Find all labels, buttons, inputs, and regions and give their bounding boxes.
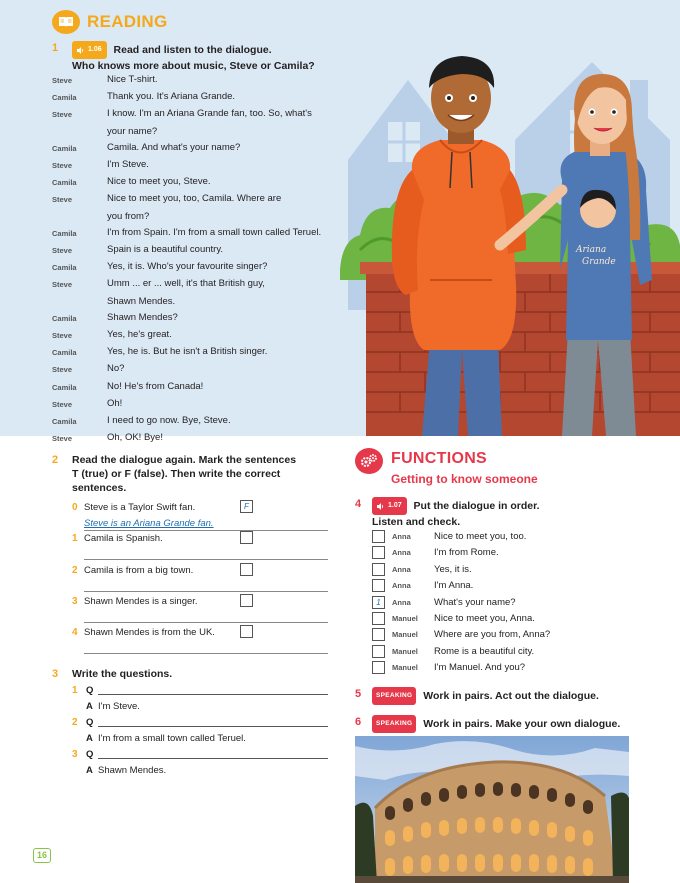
speaker-icon <box>377 503 385 510</box>
item-sentence: Steve is a Taylor Swift fan. <box>84 502 196 513</box>
dialogue-line: I'm from Spain. I'm from a small town called Teruel. <box>107 226 322 238</box>
speaking-badge: SPEAKING <box>372 715 416 733</box>
task-5-text: Work in pairs. Act out the dialogue. <box>423 689 599 702</box>
task-1-instruction <box>72 41 342 73</box>
dialogue-row <box>52 361 342 378</box>
task-4-number: 4 <box>355 498 362 510</box>
dialogue-speaker: Steve <box>52 280 73 290</box>
task-5-instruction <box>372 687 642 705</box>
dialogue-row <box>52 209 342 225</box>
gears-icon <box>355 448 383 474</box>
order-speaker: Manuel <box>392 647 418 656</box>
order-row <box>372 546 499 559</box>
exercise-2 <box>52 453 332 663</box>
order-speaker: Anna <box>392 598 411 607</box>
dialogue-speaker: Steve <box>52 246 73 256</box>
dialogue-row <box>52 106 342 123</box>
question-item <box>72 685 332 715</box>
order-number-box[interactable] <box>372 546 385 559</box>
dialogue-line: Umm ... er ... well, it's that British guy, <box>107 278 265 290</box>
dialogue-line: Nice T-shirt. <box>107 74 158 85</box>
dialogue-row <box>52 396 342 413</box>
corrected-sentence: Steve is an Ariana Grande fan. <box>84 518 214 529</box>
dialogue-speaker: Camila <box>52 228 77 238</box>
item-sentence: Camila is Spanish. <box>84 533 163 544</box>
order-number-box[interactable] <box>372 530 385 543</box>
dialogue-line: Shawn Mendes? <box>107 311 178 323</box>
dialogue-row <box>52 276 342 293</box>
question-label: Q <box>86 685 94 696</box>
order-line: Rome is a beautiful city. <box>434 646 535 657</box>
item-number: 0 <box>72 502 78 513</box>
true-false-checkbox[interactable] <box>240 594 253 607</box>
answer-line[interactable] <box>84 559 328 560</box>
order-number-box[interactable] <box>372 645 385 658</box>
dialogue-speaker <box>52 294 107 310</box>
exercise-2-instruction <box>72 453 322 495</box>
dialogue-row <box>52 124 342 140</box>
answer-line[interactable] <box>84 622 328 623</box>
dialogue-line: Spain is a beautiful country. <box>107 244 224 256</box>
order-row <box>372 563 472 576</box>
dialogue-speaker: Steve <box>52 161 73 171</box>
task-1-number: 1 <box>52 42 59 54</box>
order-line: Yes, it is. <box>434 564 472 575</box>
order-row <box>372 661 525 674</box>
dialogue-row <box>52 259 342 276</box>
functions-subtitle: Getting to know someone <box>391 472 538 486</box>
true-false-checkbox[interactable] <box>240 625 253 638</box>
dialogue-speaker: Steve <box>52 399 73 409</box>
dialogue-speaker: Camila <box>52 348 77 358</box>
dialogue-row <box>52 294 342 310</box>
dialogue-line: I'm Steve. <box>107 159 149 171</box>
dialogue-row <box>52 89 342 106</box>
order-row <box>372 596 516 609</box>
dialogue-speaker: Steve <box>52 434 73 444</box>
answer-line[interactable] <box>84 653 328 654</box>
order-row <box>372 612 535 625</box>
dialogue-row <box>52 310 342 327</box>
exercise-2-number: 2 <box>52 454 59 466</box>
item-sentence: Shawn Mendes is from the UK. <box>84 627 215 638</box>
question-number: 3 <box>72 749 78 760</box>
dialogue-speaker: Steve <box>52 331 73 341</box>
item-number: 4 <box>72 627 78 638</box>
question-label: Q <box>86 749 94 760</box>
reading-header <box>52 10 168 34</box>
order-speaker: Anna <box>392 548 411 557</box>
dialogue-line: Thank you. It's Ariana Grande. <box>107 91 236 103</box>
question-number: 1 <box>72 685 78 696</box>
question-number: 2 <box>72 717 78 728</box>
dialogue-row <box>52 242 342 259</box>
dialogue-speaker: Steve <box>52 195 73 205</box>
dialogue-line: Yes, it is. Who's your favourite singer? <box>107 261 268 273</box>
order-row <box>372 645 534 658</box>
tshirt-text-2: Grande <box>582 257 616 267</box>
page-number: 16 <box>33 848 51 863</box>
dialogue-line: Camila. And what's your name? <box>107 141 241 153</box>
order-line: Nice to meet you, too. <box>434 531 527 542</box>
dialogue-line: your name? <box>107 125 158 137</box>
item-number: 3 <box>72 596 78 607</box>
item-number: 1 <box>72 533 78 544</box>
dialogue-speaker: Camila <box>52 93 77 103</box>
dialogue-line: I know. I'm an Ariana Grande fan, too. So, what's <box>107 108 312 120</box>
order-line: I'm Manuel. And you? <box>434 662 526 673</box>
order-number-box[interactable] <box>372 579 385 592</box>
question-answer-line[interactable] <box>98 758 328 759</box>
audio-track-label: 1.06 <box>88 46 102 53</box>
item-number: 2 <box>72 565 78 576</box>
order-number-box[interactable]: 1 <box>372 596 385 609</box>
dialogue-line: No! He's from Canada! <box>107 380 204 392</box>
order-speaker: Manuel <box>392 630 418 639</box>
exercise-2-line-1: Read the dialogue again. Mark the sentences <box>72 454 297 466</box>
question-label: Q <box>86 717 94 728</box>
reading-title: READING <box>87 12 168 31</box>
task-1-line-1: Read and listen to the dialogue. <box>113 43 272 56</box>
dialogue-speaker: Camila <box>52 143 77 153</box>
dialogue-speaker: Camila <box>52 417 77 427</box>
given-answer: I'm from a small town called Teruel. <box>98 733 246 744</box>
order-row <box>372 530 526 543</box>
task-1-line-2: Who knows more about music, Steve or Camila? <box>72 60 315 72</box>
dialogue-speaker: Camila <box>52 382 77 392</box>
true-false-checkbox[interactable]: F <box>240 500 253 513</box>
question-answer-line[interactable] <box>98 694 328 695</box>
colosseum-photo <box>355 736 629 883</box>
answer-line[interactable] <box>84 591 328 592</box>
dialogue-speaker <box>52 209 107 225</box>
answer-label: A <box>86 701 93 712</box>
task-4-instruction <box>372 497 632 529</box>
exercise-3-instruction: Write the questions. <box>72 668 173 680</box>
dialogue-row <box>52 174 342 191</box>
dialogue-row <box>52 413 342 430</box>
dialogue-row <box>52 157 342 174</box>
speaking-badge: SPEAKING <box>372 687 416 705</box>
task-5-number: 5 <box>355 688 362 700</box>
order-speaker: Manuel <box>392 663 418 672</box>
dialogue-speaker: Steve <box>52 110 73 120</box>
order-line: I'm from Rome. <box>434 547 499 558</box>
order-line: I'm Anna. <box>434 580 474 591</box>
exercise-2-line-3: sentences. <box>72 482 127 494</box>
dialogue-speaker: Steve <box>52 365 73 375</box>
exercise-2-line-2: T (true) or F (false). Then write the correct <box>72 468 281 480</box>
dialogue <box>52 72 342 447</box>
given-answer: Shawn Mendes. <box>98 765 167 776</box>
order-row <box>372 579 473 592</box>
steve-and-camila-illustration <box>330 40 680 436</box>
task-6-text: Work in pairs. Make your own dialogue. <box>423 717 621 730</box>
dialogue-line: Oh, OK! Bye! <box>107 432 163 444</box>
dialogue-speaker: Camila <box>52 313 77 323</box>
dialogue-line: Nice to meet you, too, Camila. Where are <box>107 193 282 205</box>
audio-badge[interactable] <box>372 497 407 515</box>
task-4-line-1: Put the dialogue in order. <box>413 499 540 512</box>
question-answer-line[interactable] <box>98 726 328 727</box>
dialogue-row <box>52 140 342 157</box>
item-sentence: Shawn Mendes is a singer. <box>84 596 198 607</box>
dialogue-line: Shawn Mendes. <box>107 295 176 307</box>
order-line: What's your name? <box>434 597 516 608</box>
order-row <box>372 628 550 641</box>
answer-label: A <box>86 765 93 776</box>
dialogue-line: Yes, he is. But he isn't a British singer. <box>107 346 268 358</box>
order-number-box[interactable] <box>372 628 385 641</box>
order-speaker: Anna <box>392 565 411 574</box>
speaker-icon <box>77 47 85 54</box>
true-false-checkbox[interactable] <box>240 531 253 544</box>
tshirt-text-1: Ariana <box>576 245 607 255</box>
order-line: Nice to meet you, Anna. <box>434 613 535 624</box>
order-speaker: Anna <box>392 581 411 590</box>
dialogue-line: you from? <box>107 210 150 222</box>
order-number-box[interactable] <box>372 612 385 625</box>
dialogue-row <box>52 379 342 396</box>
order-line: Where are you from, Anna? <box>434 629 551 640</box>
question-item <box>72 717 332 747</box>
dialogue-speaker: Steve <box>52 76 73 85</box>
true-false-checkbox[interactable] <box>240 563 253 576</box>
exercise-3-number: 3 <box>52 668 59 680</box>
given-answer: I'm Steve. <box>98 701 140 712</box>
dialogue-line: No? <box>107 363 125 375</box>
task-4-line-2: Listen and check. <box>372 516 461 528</box>
functions-title: FUNCTIONS <box>391 450 488 467</box>
dialogue-row <box>52 430 342 447</box>
audio-track-label: 1.07 <box>388 502 402 509</box>
dialogue-speaker: Camila <box>52 263 77 273</box>
answer-label: A <box>86 733 93 744</box>
item-sentence: Camila is from a big town. <box>84 565 194 576</box>
task-6-number: 6 <box>355 716 362 728</box>
book-icon <box>52 10 80 34</box>
dialogue-row <box>52 327 342 344</box>
audio-badge[interactable] <box>72 41 107 59</box>
order-speaker: Manuel <box>392 614 418 623</box>
order-number-box[interactable] <box>372 563 385 576</box>
dialogue-row <box>52 72 342 89</box>
task-6-instruction <box>372 715 652 733</box>
dialogue-speaker <box>52 124 107 140</box>
answer-line[interactable] <box>84 530 328 531</box>
dialogue-line: Yes, he's great. <box>107 329 172 341</box>
dialogue-speaker: Camila <box>52 178 77 188</box>
dialogue-line: I need to go now. Bye, Steve. <box>107 415 231 427</box>
dialogue-line: Nice to meet you, Steve. <box>107 176 211 188</box>
dialogue-row <box>52 344 342 361</box>
order-speaker: Anna <box>392 532 411 541</box>
dialogue-line: Oh! <box>107 397 123 409</box>
dialogue-row <box>52 225 342 242</box>
order-number-box[interactable] <box>372 661 385 674</box>
question-item <box>72 749 332 779</box>
dialogue-row <box>52 191 342 208</box>
